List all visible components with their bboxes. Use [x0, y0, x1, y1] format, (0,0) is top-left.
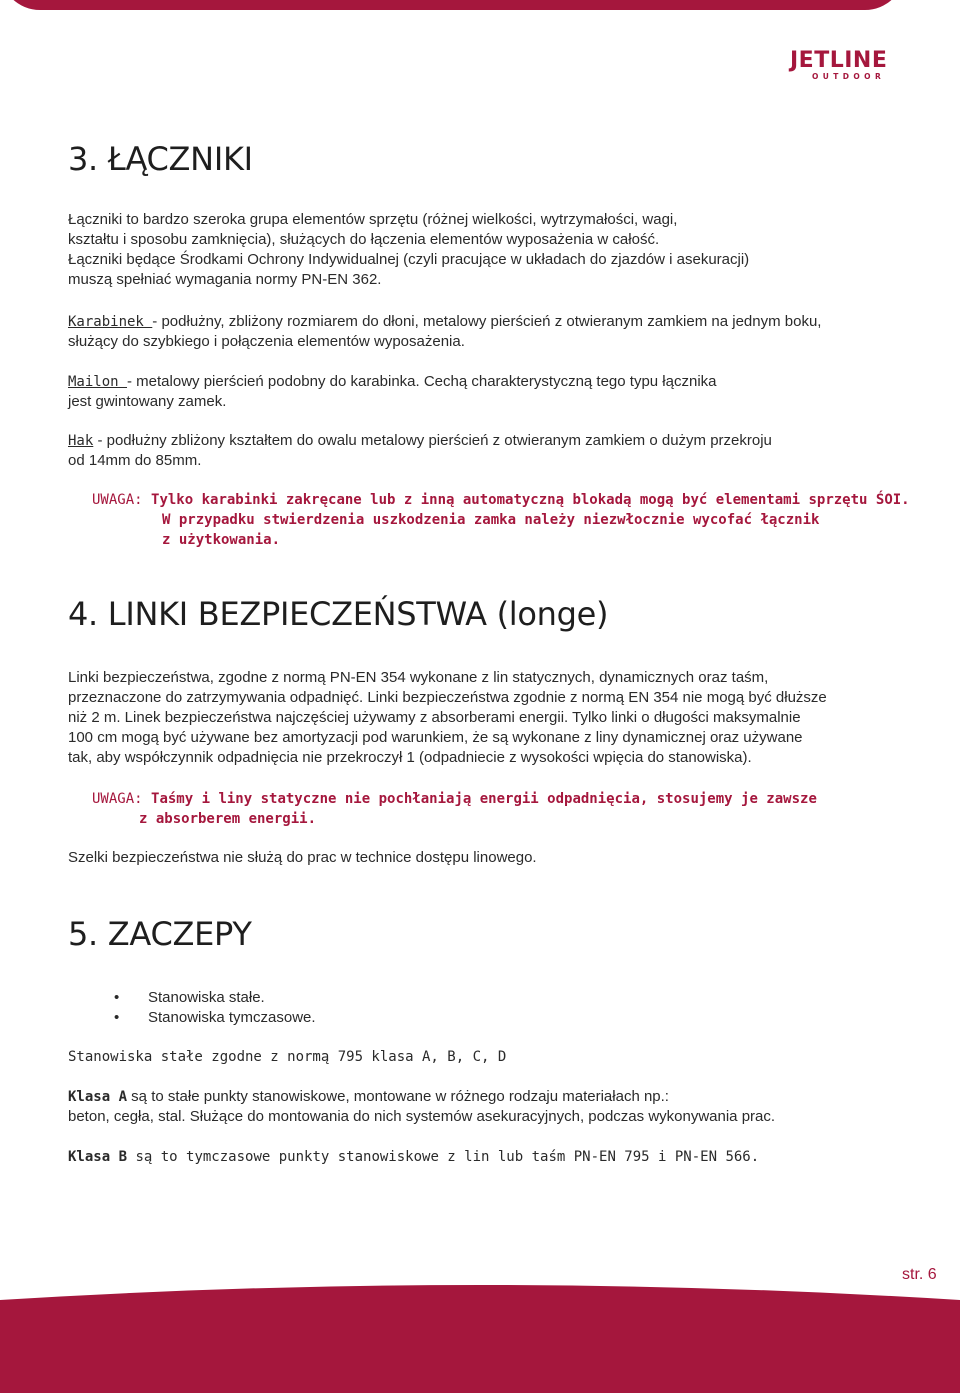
- anchor-types-list: [68, 988, 918, 1028]
- class-a-text-2: beton, cegła, stal. Służące do montowania do nich systemów asekuracyjnych, podczas wykonywania prac.: [68, 1108, 776, 1125]
- mailon-term: Mailon: [68, 374, 128, 390]
- body-line: Linki bezpieczeństwa, zgodne z normą PN-EN 354 wykonane z lin statycznych, dynamicznych oraz taśm,: [68, 669, 769, 686]
- section-5-title: 5. ZACZEPY: [68, 915, 252, 953]
- top-decorative-band: [0, 0, 905, 10]
- warning-text: Tylko karabinki zakręcane lub z inną automatyczną blokadą mogą być elementami sprzętu ŚOI.: [151, 492, 910, 508]
- intro-line: Łączniki to bardzo szeroka grupa elementów sprzętu (różnej wielkości, wytrzymałości, wagi,: [68, 211, 678, 228]
- class-a-description: [68, 1087, 918, 1127]
- mailon-text-2: jest gwintowany zamek.: [68, 393, 227, 410]
- intro-line: kształtu i sposobu zamknięcia), służących do łączenia elementów wyposażenia w całość.: [68, 231, 660, 248]
- section-4-body: [68, 668, 918, 768]
- section-3-intro: [68, 210, 918, 290]
- page-number: str. 6: [902, 1266, 937, 1283]
- class-a-label: Klasa A: [68, 1089, 128, 1105]
- logo-wordmark: JETLINE: [790, 48, 888, 73]
- class-b-description: [68, 1147, 918, 1167]
- hak-definition: [68, 431, 918, 471]
- class-b-text: są to tymczasowe punkty stanowiskowe z lin lub taśm PN-EN 795 i PN-EN 566.: [127, 1149, 760, 1165]
- warning-label: UWAGA:: [92, 492, 152, 508]
- intro-line: Łączniki będące Środkami Ochrony Indywidualnej (czyli pracujące w układach do zjazdów i asekuracji): [68, 251, 750, 268]
- karabinek-term: Karabinek: [68, 314, 153, 330]
- warning-label: UWAGA:: [92, 791, 152, 807]
- warning-text-2: z absorberem energii.: [139, 811, 317, 827]
- mailon-definition: [68, 372, 918, 412]
- section-4-warning: [92, 789, 922, 829]
- class-a-text: są to stałe punkty stanowiskowe, montowane w różnego rodzaju materiałach np.:: [127, 1088, 669, 1105]
- section-3-warning: [92, 490, 922, 550]
- body-line: tak, aby współczynnik odpadnięcia nie przekroczył 1 (odpadniecie z wysokości wpięcia do stanowiska).: [68, 749, 752, 766]
- bottom-decorative-band: [0, 1280, 960, 1393]
- body-line: przeznaczone do zatrzymywania odpadnięć. Linki bezpieczeństwa zgodnie z normą EN 354 nie mogą być dłuższe: [68, 689, 827, 706]
- section-4-title: 4. LINKI BEZPIECZEŃSTWA (longe): [68, 595, 609, 633]
- hak-text: - podłużny zbliżony kształtem do owalu metalowy pierścień z otwieranym zamkiem o dużym przekroju: [93, 432, 772, 449]
- harness-note: Szelki bezpieczeństwa nie służą do prac w technice dostępu linowego.: [68, 849, 537, 866]
- jetline-logo: [790, 50, 902, 82]
- karabinek-text-2: służący do szybkiego i połączenia elementów wyposażenia.: [68, 333, 465, 350]
- karabinek-definition: [68, 312, 918, 352]
- body-line: niż 2 m. Linek bezpieczeństwa najczęściej używamy z absorberami energii. Tylko linki o długości maksymalnie: [68, 709, 801, 726]
- hak-text-2: od 14mm do 85mm.: [68, 452, 202, 469]
- norm-line: Stanowiska stałe zgodne z normą 795 klasa A, B, C, D: [68, 1049, 507, 1065]
- body-line: 100 cm mogą być używane bez amortyzacji pod warunkiem, że są wykonane z liny dynamicznej oraz używane: [68, 729, 803, 746]
- page-content: [68, 132, 918, 1165]
- class-b-label: Klasa B: [68, 1149, 128, 1165]
- intro-line: muszą spełniać wymagania normy PN-EN 362.: [68, 271, 382, 288]
- section-3-title: 3. ŁĄCZNIKI: [68, 140, 253, 178]
- hak-term: Hak: [68, 433, 94, 449]
- logo-subtitle: OUTDOOR: [812, 72, 886, 81]
- warning-text-3: z użytkowania.: [162, 532, 281, 548]
- warning-text: Taśmy i liny statyczne nie pochłaniają energii odpadnięcia, stosujemy je zawsze: [151, 791, 817, 807]
- list-item: • Stanowiska stałe.: [68, 988, 918, 1008]
- mailon-text: - metalowy pierścień podobny do karabinka. Cechą charakterystyczną tego typu łącznika: [127, 373, 717, 390]
- karabinek-text: - podłużny, zbliżony rozmiarem do dłoni, metalowy pierścień z otwieranym zamkiem na jednym boku,: [152, 313, 822, 330]
- warning-text-2: W przypadku stwierdzenia uszkodzenia zamka należy niezwłocznie wycofać łącznik: [162, 512, 820, 528]
- list-item: • Stanowiska tymczasowe.: [68, 1008, 918, 1028]
